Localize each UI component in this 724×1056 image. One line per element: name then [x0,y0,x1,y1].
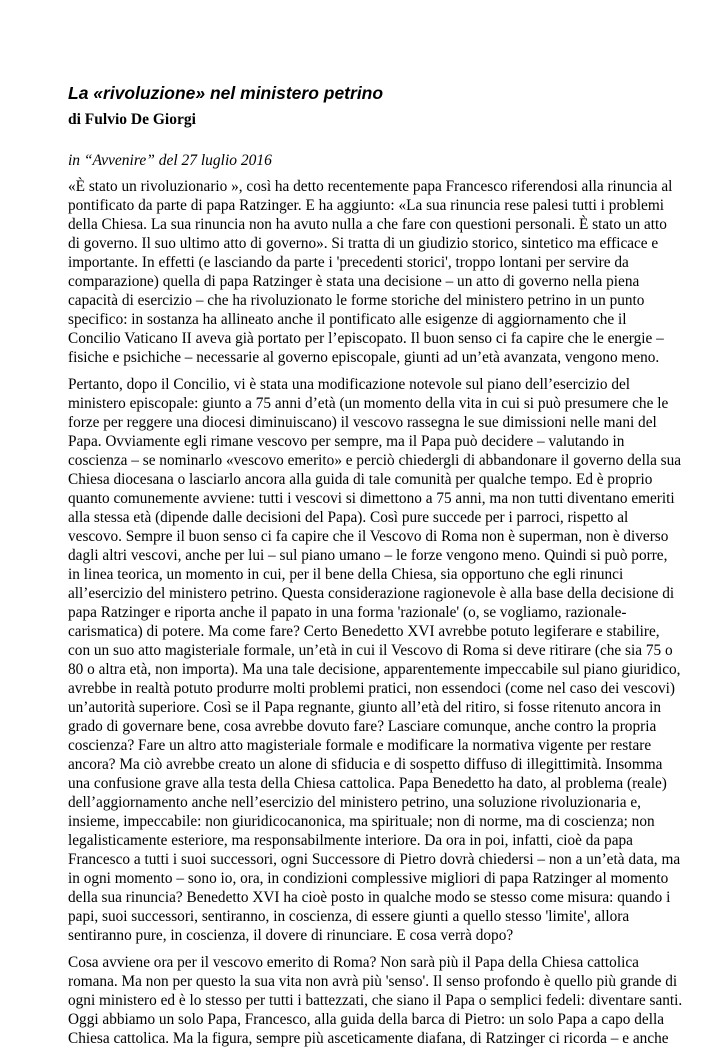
article-body [68,177,683,1056]
paragraph-line: carismatica) di potere. Ma come fare? Certo Benedetto XVI avrebbe potuto legiferare e stabilire, [68,623,660,640]
paragraph-line: Concilio Vaticano II aveva già portato per l’episcopato. Il buon senso ci fa capire che le energie – [68,330,664,347]
paragraph-line: ministero episcopale: giunto a 75 anni d’età (un momento della vita in cui si può presumere che le [68,395,669,412]
paragraph-line: papi, suoi successori, sentiranno, in coscienza, di essere giunti a quello stesso 'limite', allora [68,908,630,925]
paragraph-line: papa Ratzinger e riporta anche il papato in una forma 'razionale' (o, se vogliamo, razionale- [68,604,627,621]
paragraph-line: capacità di esercizio – che ha rivoluzionato le forme storiche del ministero petrino in un punto [68,292,645,309]
paragraph-line: vescovo. Sempre il buon senso ci fa capire che il Vescovo di Roma non è superman, non è diverso [68,528,669,545]
paragraph-line: sentiranno pure, in coscienza, il dovere di rinunciare. E cosa verrà dopo? [68,927,514,944]
paragraph-line: forze per reggere una diocesi diminuiscano) il vescovo rassegna le sue dimissioni nelle mani del [68,414,657,431]
paragraph-line: pontificato da parte di papa Ratzinger. E ha aggiunto: «La sua rinuncia rese palesi tutti i problemi [68,197,664,214]
paragraph-line: fisiche e psichiche – necessarie al governo episcopale, giunti ad un’età avanzata, vengono meno. [68,349,660,366]
article-paragraph [68,177,673,367]
paragraph-line: avrebbe in realtà potuto produrre molti problemi pratici, non essendoci (come nel caso dei vescovi) [68,680,675,697]
paragraph-line: con un suo atto magisteriale formale, un’età in cui il Vescovo di Roma si deve ritirare (che sia 75 o [68,642,673,659]
paragraph-line: dell’aggiornamento anche nell’esercizio del ministero petrino, una soluzione rivoluzionaria e, [68,794,641,811]
paragraph-line: 80 o altra età, non importa). Ma una tale decisione, apparentemente impeccabile sul piano giuridico, [68,661,681,678]
paragraph-line: romana. Ma non per questo la sua vita non avrà più 'senso'. Il senso profondo è quello più grande di [68,973,678,990]
paragraph-line: di governo. Il suo ultimo atto di governo». Si tratta di un giudizio storico, sintetico ma efficace e [68,235,659,252]
paragraph-line: quanto comunemente avviene: tutti i vescovi si dimettono a 75 anni, ma non tutti diventano emeriti [68,490,675,507]
article-title: La «rivoluzione» nel ministero petrino [68,83,384,103]
paragraph-line: ogni ministero ed è lo stesso per tutti i battezzati, che siano il Papa o semplici fedeli: diventare santi. [68,992,683,1009]
paragraph-line: alla stessa età (dipende dalle decisioni del Papa). Così pure succede per i parroci, rispetto al [68,509,629,526]
paragraph-line: della sua rinuncia? Benedetto XVI ha cioè posto in qualche modo se stesso come misura: quando i [68,889,671,906]
paragraph-line: dagli altri vescovi, anche per lui – sul piano umano – le forze vengono meno. Quindi si può porre, [68,547,668,564]
paragraph-line: grado di governare bene, cosa avrebbe dovuto fare? Lasciare comunque, anche contro la propria [68,718,657,735]
paragraph-line: coscienza – se nominarlo «vescovo emerito» e perciò chiedergli di abbandonare il governo della sua [68,452,682,469]
paragraph-line: ancora? Ma ciò avrebbe creato un alone di sfiducia e di sospetto diffuso di illegittimità. Insomma [68,756,663,773]
paragraph-line: legalisticamente esteriore, ma responsabilmente interiore. Da ora in poi, infatti, cioè da papa [68,832,633,849]
paragraph-line: insieme, impeccabile: non giuridicocanonica, ma spirituale; non di norme, ma di coscienza; non [68,813,655,830]
paragraph-line: Chiesa diocesana o lasciarlo ancora alla guida di tale comunità per qualche tempo. Ed è proprio [68,471,653,488]
article-paragraph [68,953,683,1048]
paragraph-line: Pertanto, dopo il Concilio, vi è stata una modificazione notevole sul piano dell’esercizio del [68,376,631,393]
paragraph-line: una confusione grave alla testa della Chiesa cattolica. Papa Benedetto ha dato, al problema (reale) [68,775,667,792]
paragraph-line: Papa. Ovviamente egli rimane vescovo per sempre, ma il Papa può decidere – valutando in [68,433,625,450]
paragraph-line: della Chiesa. La sua rinuncia non ha avuto nulla a che fare con questioni personali. È stato un atto [68,216,667,233]
paragraph-line: coscienza? Fare un altro atto magisteriale formale e modificare la normativa vigente per restare [68,737,652,754]
paragraph-line: in linea teorica, un momento in cui, per il bene della Chiesa, sia opportuno che egli rinunci [68,566,624,583]
article-author: di Fulvio De Giorgi [68,111,196,128]
paragraph-line: Cosa avviene ora per il vescovo emerito di Roma? Non sarà più il Papa della Chiesa cattolica [68,954,639,971]
paragraph-line: Francesco a tutti i suoi successori, ogni Successore di Pietro dovrà chiedersi – non a un’età data, ma [68,851,681,868]
paragraph-line: «È stato un rivoluzionario », così ha detto recentemente papa Francesco riferendosi alla rinuncia al [68,178,673,195]
paragraph-line: comparazione) quella di papa Ratzinger è stata una decisione – un atto di governo nella piena [68,273,640,290]
paragraph-line: in ogni momento – sono io, ora, in condizioni complessive migliori di papa Ratzinger al momento [68,870,669,887]
paragraph-line: Oggi abbiamo un solo Papa, Francesco, alla guida della barca di Pietro: un solo Papa a capo della [68,1011,664,1028]
paragraph-line: un’autorità superiore. Così se il Papa regnante, giunto all’età del ritiro, si fosse ritenuto ancora in [68,699,662,716]
paragraph-line: specifico: in sostanza ha allineato anche il pontificato alle esigenze di aggiornamento che il [68,311,627,328]
article-paragraph [68,375,682,945]
paragraph-line: all’esercizio del ministero petrino. Questa considerazione ragionevole è alla base della decisione di [68,585,675,602]
paragraph-line: importante. In effetti (e lasciando da parte i 'precedenti storici', troppo lontani per servire da [68,254,629,271]
article-source: in “Avvenire” del 27 luglio 2016 [68,152,272,169]
paragraph-line: Chiesa cattolica. Ma la figura, sempre più asceticamente diafana, di Ratzinger ci ricorda – e anche [68,1030,669,1047]
